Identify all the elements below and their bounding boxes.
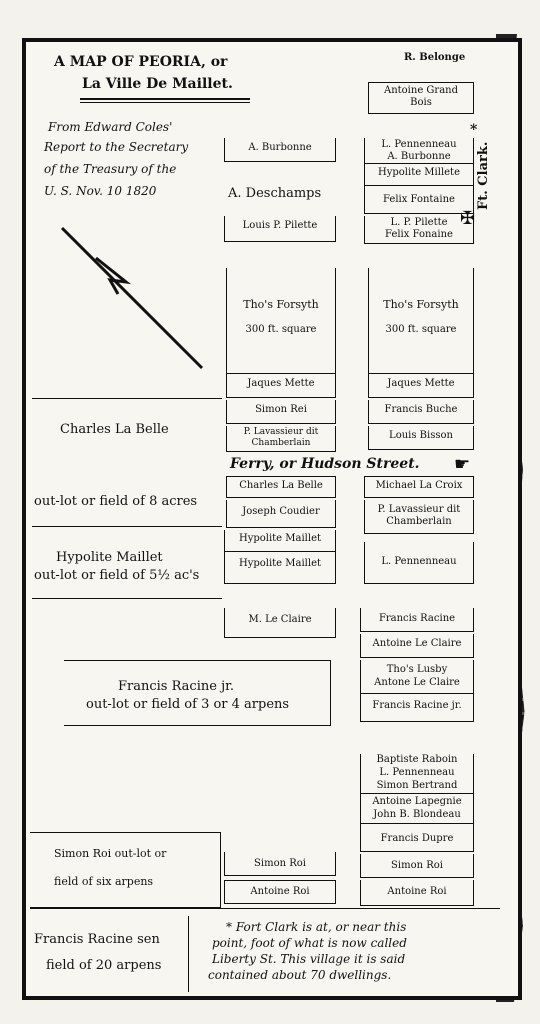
divider-hypolite-bottom xyxy=(32,598,222,599)
lot-hypolite-2: Hypolite Maillet xyxy=(224,552,336,584)
lot-jaques-mette-right: Jaques Mette xyxy=(368,374,474,398)
lot-antoine-roi-left: Antoine Roi xyxy=(224,880,336,904)
lot-simon-roi-field: Simon Roi out-lot or field of six arpens xyxy=(30,832,221,908)
source-line-4: U. S. Nov. 10 1820 xyxy=(44,184,157,198)
lot-francis-racine-jr-field: Francis Racine jr. out-lot or field of 3 or 4 arpens xyxy=(64,660,331,726)
lot-francis-dupre: Francis Dupre xyxy=(360,824,474,852)
lot-hypolite-1: Hypolite Maillet xyxy=(224,530,336,552)
title-underline-2 xyxy=(80,102,250,103)
lot-grand-bois: Antoine Grand Bois xyxy=(368,82,474,114)
lot-antoine-roi-right: Antoine Roi xyxy=(360,880,474,906)
charles-la-belle-field: Charles La Belle xyxy=(60,422,169,437)
lot-simon-roi-right: Simon Roi xyxy=(360,854,474,878)
lot-francis-racine: Francis Racine xyxy=(360,608,474,632)
lot-hypolite-millete: Hypolite Millete xyxy=(364,164,474,186)
fort-clark-label: Ft. Clark. xyxy=(476,141,491,210)
lot-a-burbonne: A. Burbonne xyxy=(224,138,336,162)
lot-antoine-le-claire: Antoine Le Claire xyxy=(360,634,474,658)
lot-raboin-bertrand: Baptiste Raboin L. Pennenneau Simon Bertrand xyxy=(360,754,474,794)
lot-pilette-fonaine: L. P. Pilette Felix Fonaine xyxy=(364,216,474,244)
map-subtitle: La Ville De Maillet. xyxy=(82,76,233,92)
lot-simon-rei: Simon Rei xyxy=(226,400,336,424)
source-line-3: of the Treasury of the xyxy=(44,162,177,176)
lot-louis-pilette: Louis P. Pilette xyxy=(224,216,336,242)
lot-joseph-coudier: Joseph Coudier xyxy=(226,500,336,528)
lot-l-pennenneau: L. Pennenneau xyxy=(364,542,474,584)
r-belonge: R. Belonge xyxy=(404,52,466,63)
lot-francis-racine-sen-field: Francis Racine sen field of 20 arpens xyxy=(30,916,189,992)
title-underline xyxy=(80,98,250,100)
lot-michael-la-croix: Michael La Croix xyxy=(364,476,474,498)
lot-lusby-le-claire: Tho's Lusby Antone Le Claire xyxy=(360,660,474,694)
lot-racine-jr-right: Francis Racine jr. xyxy=(360,694,474,722)
pointing-hand-icon: ☛ xyxy=(454,454,471,475)
source-line-1: From Edward Coles' xyxy=(48,120,173,134)
a-deschamps: A. Deschamps xyxy=(228,186,322,201)
lot-lavassieur-left: P. Lavassieur dit Chamberlain xyxy=(226,426,336,452)
lot-felix-fontaine: Felix Fontaine xyxy=(364,186,474,214)
ferry-street-label: Ferry, or Hudson Street. xyxy=(230,456,420,472)
fort-star-icon: * xyxy=(470,122,478,138)
lot-lapegnie-blondeau: Antoine Lapegnie John B. Blondeau xyxy=(360,794,474,824)
map-title: A MAP OF PEORIA, or xyxy=(54,54,228,70)
outlot-8-acres: out-lot or field of 8 acres xyxy=(34,494,198,509)
source-line-2: Report to the Secretary xyxy=(44,140,189,154)
outlot-5-acres: out-lot or field of 5½ ac's xyxy=(34,568,200,583)
north-arrow-icon xyxy=(56,222,206,372)
divider-labelle-top xyxy=(32,398,222,399)
lot-charles-labelle-left: Charles La Belle xyxy=(226,476,336,498)
lot-jaques-mette-left: Jaques Mette xyxy=(226,374,336,398)
lot-m-le-claire: M. Le Claire xyxy=(224,608,336,638)
lot-lavassieur-right: P. Lavassieur dit Chamberlain xyxy=(364,500,474,534)
map-frame xyxy=(22,38,522,1000)
fort-cross-icon: ✠ xyxy=(460,208,476,229)
lot-pennenneau-burbonne: L. Pennenneau A. Burbonne xyxy=(364,138,474,164)
lot-francis-buche: Francis Buche xyxy=(368,400,474,424)
lot-simon-roi-left: Simon Roi xyxy=(224,852,336,876)
hypolite-maillet-field: Hypolite Maillet xyxy=(56,550,163,565)
footnote: * Fort Clark is at, or near this point, foot of what is now called Liberty St. This village it is said contained about 70 dwellings. xyxy=(208,920,407,982)
lot-forsyth-right: Tho's Forsyth 300 ft. square xyxy=(368,268,474,374)
divider-hypolite-top xyxy=(32,526,222,527)
lot-forsyth-left: Tho's Forsyth 300 ft. square xyxy=(226,268,336,374)
divider-footnote xyxy=(30,908,500,909)
lot-louis-bisson: Louis Bisson xyxy=(368,426,474,450)
